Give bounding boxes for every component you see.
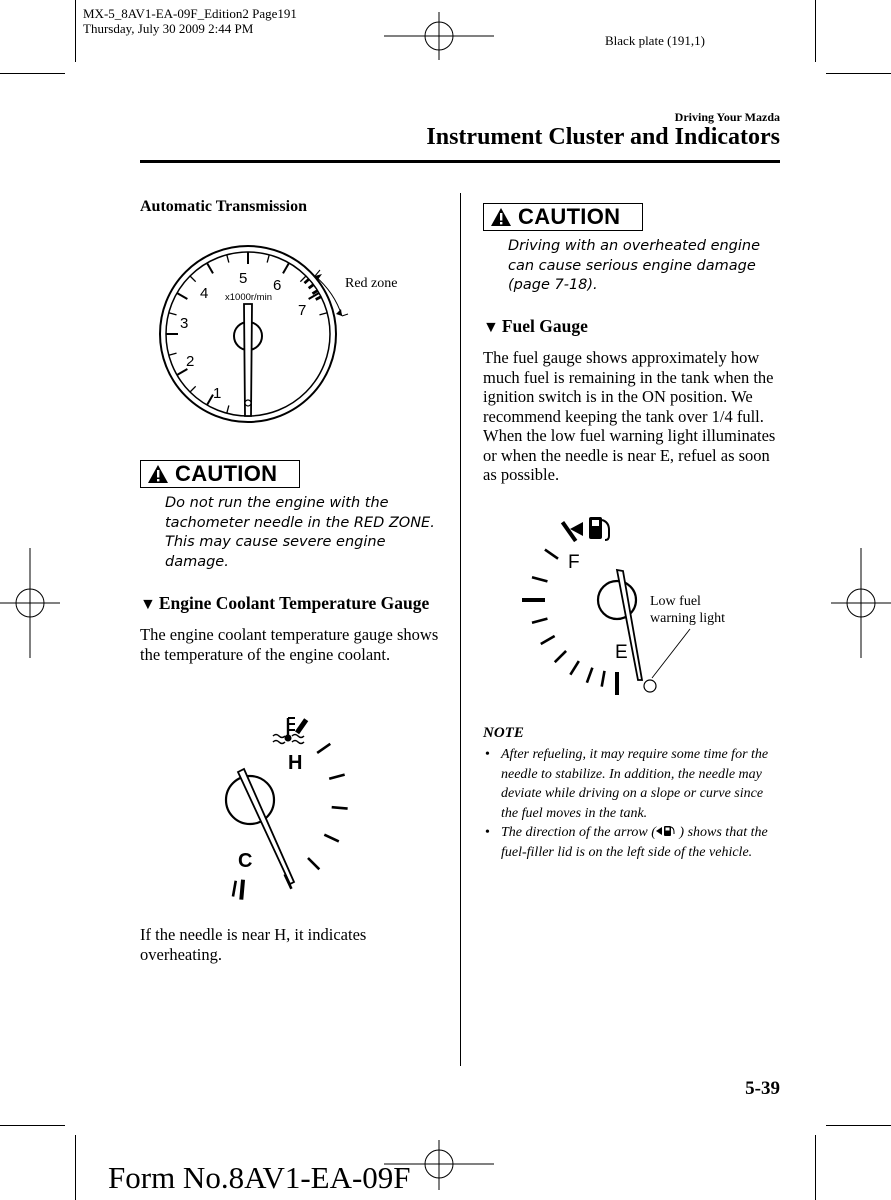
crop-mark-line xyxy=(826,73,891,74)
temp-tick xyxy=(297,720,306,733)
fuel-pump-icon xyxy=(570,517,609,540)
note-item xyxy=(483,823,783,862)
page-title: Instrument Cluster and Indicators xyxy=(426,124,780,150)
fuel-empty-label: E xyxy=(615,642,628,663)
overheat-description: If the needle is near H, it indicates overheating. xyxy=(140,925,367,964)
temp-tick xyxy=(233,881,236,897)
tachometer-figure xyxy=(155,238,425,438)
note-list xyxy=(483,745,783,862)
coolant-temperature-gauge-figure xyxy=(210,712,370,902)
tacho-number-1: 1 xyxy=(213,385,222,402)
crop-mark-icon xyxy=(831,548,891,658)
caution-text-overheat: Driving with an overheated engine can cause serious engine damage (page 7-18). xyxy=(508,238,761,293)
column-divider xyxy=(460,193,461,1066)
tacho-tick xyxy=(190,276,196,282)
note-item xyxy=(483,745,783,823)
temp-cold-label: C xyxy=(238,850,253,872)
note-item-text-after: ) shows that the fuel-filler lid is on the left side of the vehicle. xyxy=(501,825,768,860)
automatic-transmission-heading: Automatic Transmission xyxy=(140,198,307,215)
note-item-text-before: The direction of the arrow ( xyxy=(501,825,656,840)
fuel-tick xyxy=(541,636,555,644)
tacho-tick xyxy=(190,386,196,392)
fuel-pump-icon xyxy=(656,825,676,837)
tacho-number-3: 3 xyxy=(180,315,189,332)
crop-mark-icon xyxy=(384,12,494,60)
print-file-info xyxy=(83,6,297,36)
bullet-icon: • xyxy=(485,825,490,840)
crop-mark-icon xyxy=(0,548,60,658)
warning-triangle-icon xyxy=(490,207,512,227)
temp-hot-label: H xyxy=(288,752,303,774)
tacho-tick xyxy=(227,405,229,413)
tacho-tick xyxy=(267,255,269,263)
crop-mark-line xyxy=(0,73,65,74)
tacho-redzone-tick xyxy=(309,285,314,289)
fuel-tick xyxy=(602,671,605,687)
tacho-redzone-tick xyxy=(304,279,308,283)
tacho-tick xyxy=(169,313,177,315)
low-fuel-callout-label: Low fuel warning light xyxy=(650,594,726,626)
temp-tick xyxy=(332,807,348,808)
red-zone-marker xyxy=(315,270,397,316)
section-triangle-icon: ▼ xyxy=(140,596,156,613)
form-number: Form No.8AV1-EA-09F xyxy=(108,1160,411,1195)
print-timestamp: Thursday, July 30 2009 2:44 PM xyxy=(83,21,254,36)
bullet-icon: • xyxy=(485,747,490,762)
crop-mark-line xyxy=(75,0,76,62)
section-name: Driving Your Mazda xyxy=(674,110,780,124)
caution-label: CAUTION xyxy=(518,204,621,229)
crop-mark-line xyxy=(826,1125,891,1126)
temp-cold-tick xyxy=(241,880,243,900)
tacho-number-4: 4 xyxy=(200,285,209,302)
tacho-tick xyxy=(207,263,213,273)
fuel-tick xyxy=(563,522,576,541)
crop-mark-line xyxy=(815,0,816,62)
tachometer-dial xyxy=(160,246,336,422)
tacho-unit-label: x1000r/min xyxy=(225,292,272,303)
note-item-text: After refueling, it may require some time for the needle to stabilize. In addition, the needle may deviate while driving on a slope or curve since the fuel moves in the tank. xyxy=(501,747,769,821)
tacho-tick xyxy=(283,263,289,273)
tacho-tick xyxy=(319,313,327,315)
tacho-needle xyxy=(244,304,252,416)
section-triangle-icon: ▼ xyxy=(483,319,499,336)
print-file-name: MX-5_8AV1-EA-09F_Edition2 Page191 xyxy=(83,6,297,21)
fuel-gauge-heading-text: Fuel Gauge xyxy=(501,316,588,336)
tacho-redzone-tick xyxy=(316,297,321,300)
temp-tick xyxy=(308,858,319,869)
caution-text-tachometer: Do not run the engine with the tachometer needle in the RED ZONE. This may cause severe engine damage. xyxy=(165,495,435,570)
fuel-tick xyxy=(555,651,566,662)
low-fuel-warning-light xyxy=(644,680,656,692)
tacho-number-2: 2 xyxy=(186,353,195,370)
fuel-full-label: F xyxy=(568,552,580,573)
tacho-tick xyxy=(177,293,187,299)
temp-tick xyxy=(324,835,339,842)
caution-box-tachometer xyxy=(140,460,300,488)
tacho-number-7: 7 xyxy=(298,302,307,319)
header-rule xyxy=(140,160,780,163)
crop-mark-line xyxy=(815,1135,816,1200)
note-title: NOTE xyxy=(483,725,524,741)
fuel-tick xyxy=(532,577,547,581)
crop-mark-line xyxy=(75,1135,76,1200)
fuel-tick xyxy=(532,619,547,623)
tacho-number-6: 6 xyxy=(273,277,282,294)
tacho-number-5: 5 xyxy=(239,270,248,287)
caution-box-overheat xyxy=(483,203,643,231)
crop-mark-line xyxy=(0,1125,65,1126)
fuel-gauge-heading xyxy=(483,316,588,338)
fuel-description: The fuel gauge shows approximately how much fuel is remaining in the tank when the ignition switch is in the ON position. We recommend keeping the tank over 1/4 full. When the low fuel warning light illuminates or when the needle is near E, refuel as soon as possible. xyxy=(483,348,776,484)
fuel-tick xyxy=(545,550,558,559)
tacho-tick xyxy=(169,353,177,355)
coolant-description: The engine coolant temperature gauge shows the temperature of the engine coolant. xyxy=(140,625,439,664)
fuel-tick xyxy=(587,668,592,683)
tacho-tick xyxy=(227,255,229,263)
temp-tick xyxy=(329,775,344,779)
fuel-tick xyxy=(570,661,578,675)
caution-label: CAUTION xyxy=(175,461,278,486)
red-zone-label: Red zone xyxy=(345,276,398,291)
callout-leader-line xyxy=(652,629,690,678)
print-plate: Black plate (191,1) xyxy=(605,33,705,48)
coolant-gauge-heading xyxy=(140,593,429,615)
coolant-gauge-heading-text: Engine Coolant Temperature Gauge xyxy=(158,593,430,613)
page-number: 5-39 xyxy=(745,1078,780,1099)
temp-tick xyxy=(317,744,330,753)
warning-triangle-icon xyxy=(147,464,169,484)
